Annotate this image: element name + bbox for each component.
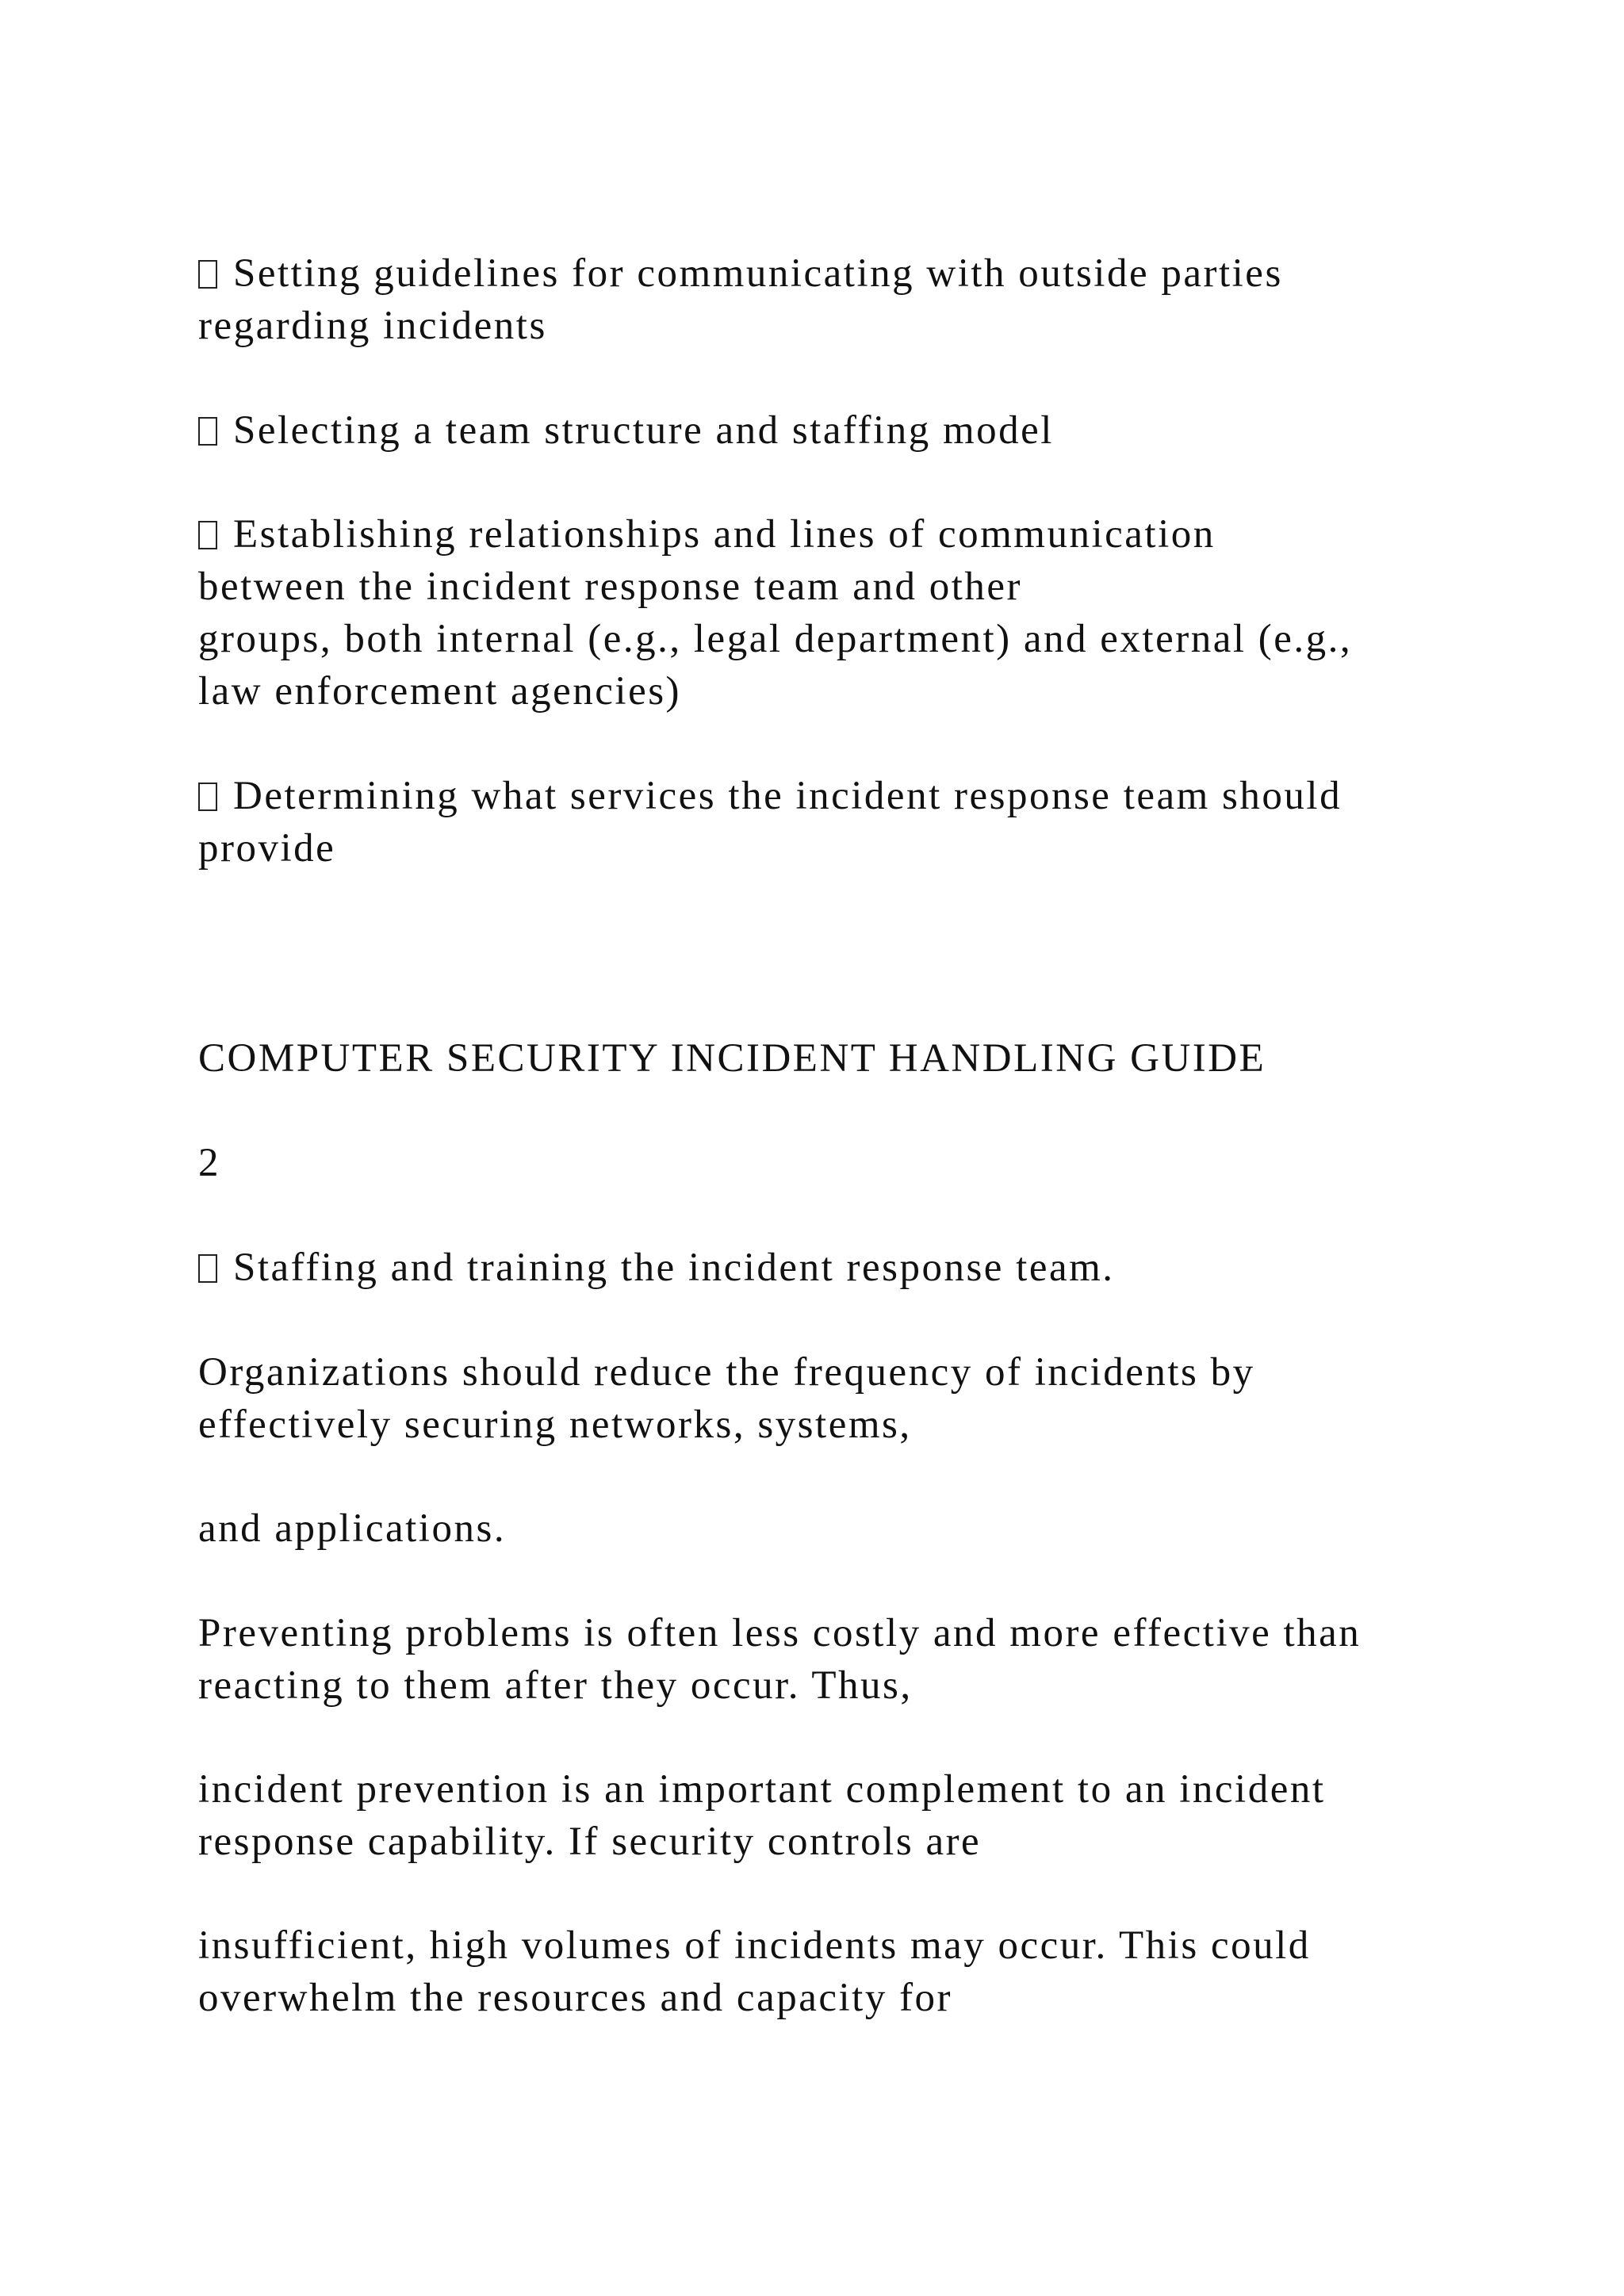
bullet-text: Staffing and training the incident response team. — [233, 1246, 1115, 1290]
bullet-line — [198, 404, 1515, 457]
bullet-text: Establishing relationships and lines of communication — [233, 512, 1216, 557]
bullet-item — [198, 770, 1515, 874]
bullet-line — [198, 770, 1515, 822]
paragraph — [198, 1763, 1515, 1868]
paragraph — [198, 1346, 1515, 1451]
bullet-line: regarding incidents — [198, 304, 547, 348]
bullet-item — [198, 247, 1515, 352]
paragraph — [198, 1502, 1515, 1555]
running-header — [198, 1032, 1515, 1085]
paragraph-line: overwhelm the resources and capacity for — [198, 1976, 953, 2020]
box-bullet-icon — [198, 521, 217, 549]
paragraph — [198, 1919, 1515, 2024]
box-bullet-icon — [198, 1254, 217, 1283]
bullet-line: provide — [198, 826, 336, 871]
bullet-item — [198, 1242, 1515, 1294]
paragraph-line: response capability. If security controls are — [198, 1820, 982, 1864]
bullet-text: Setting guidelines for communicating with outside parties — [233, 251, 1283, 296]
bullet-line — [198, 1242, 1515, 1294]
paragraph-line: Organizations should reduce the frequency of incidents by — [198, 1350, 1255, 1395]
bullet-line — [198, 247, 1515, 300]
page-number-text: 2 — [198, 1141, 220, 1185]
paragraph-line: reacting to them after they occur. Thus, — [198, 1663, 913, 1708]
bullet-text: Determining what services the incident response team should — [233, 774, 1342, 818]
paragraph-line: insufficient, high volumes of incidents may occur. This could — [198, 1923, 1311, 1968]
box-bullet-icon — [198, 783, 217, 811]
box-bullet-icon — [198, 260, 217, 289]
bullet-line: law enforcement agencies) — [198, 669, 682, 714]
bullet-item — [198, 404, 1515, 457]
bullet-line: groups, both internal (e.g., legal department) and external (e.g., — [198, 617, 1353, 661]
bullet-text: Selecting a team structure and staffing model — [233, 408, 1054, 453]
running-header-text: COMPUTER SECURITY INCIDENT HANDLING GUIDE — [198, 1036, 1266, 1081]
box-bullet-icon — [198, 417, 217, 446]
bullet-line: between the incident response team and other — [198, 564, 1022, 609]
paragraph-line: and applications. — [198, 1506, 507, 1551]
paragraph — [198, 1607, 1515, 1712]
paragraph-line: incident prevention is an important complement to an incident — [198, 1767, 1326, 1812]
paragraph-line: effectively securing networks, systems, — [198, 1402, 912, 1447]
bullet-item — [198, 508, 1515, 718]
page-number — [198, 1137, 1515, 1189]
paragraph-line: Preventing problems is often less costly and more effective than — [198, 1611, 1362, 1655]
bullet-line — [198, 508, 1515, 561]
